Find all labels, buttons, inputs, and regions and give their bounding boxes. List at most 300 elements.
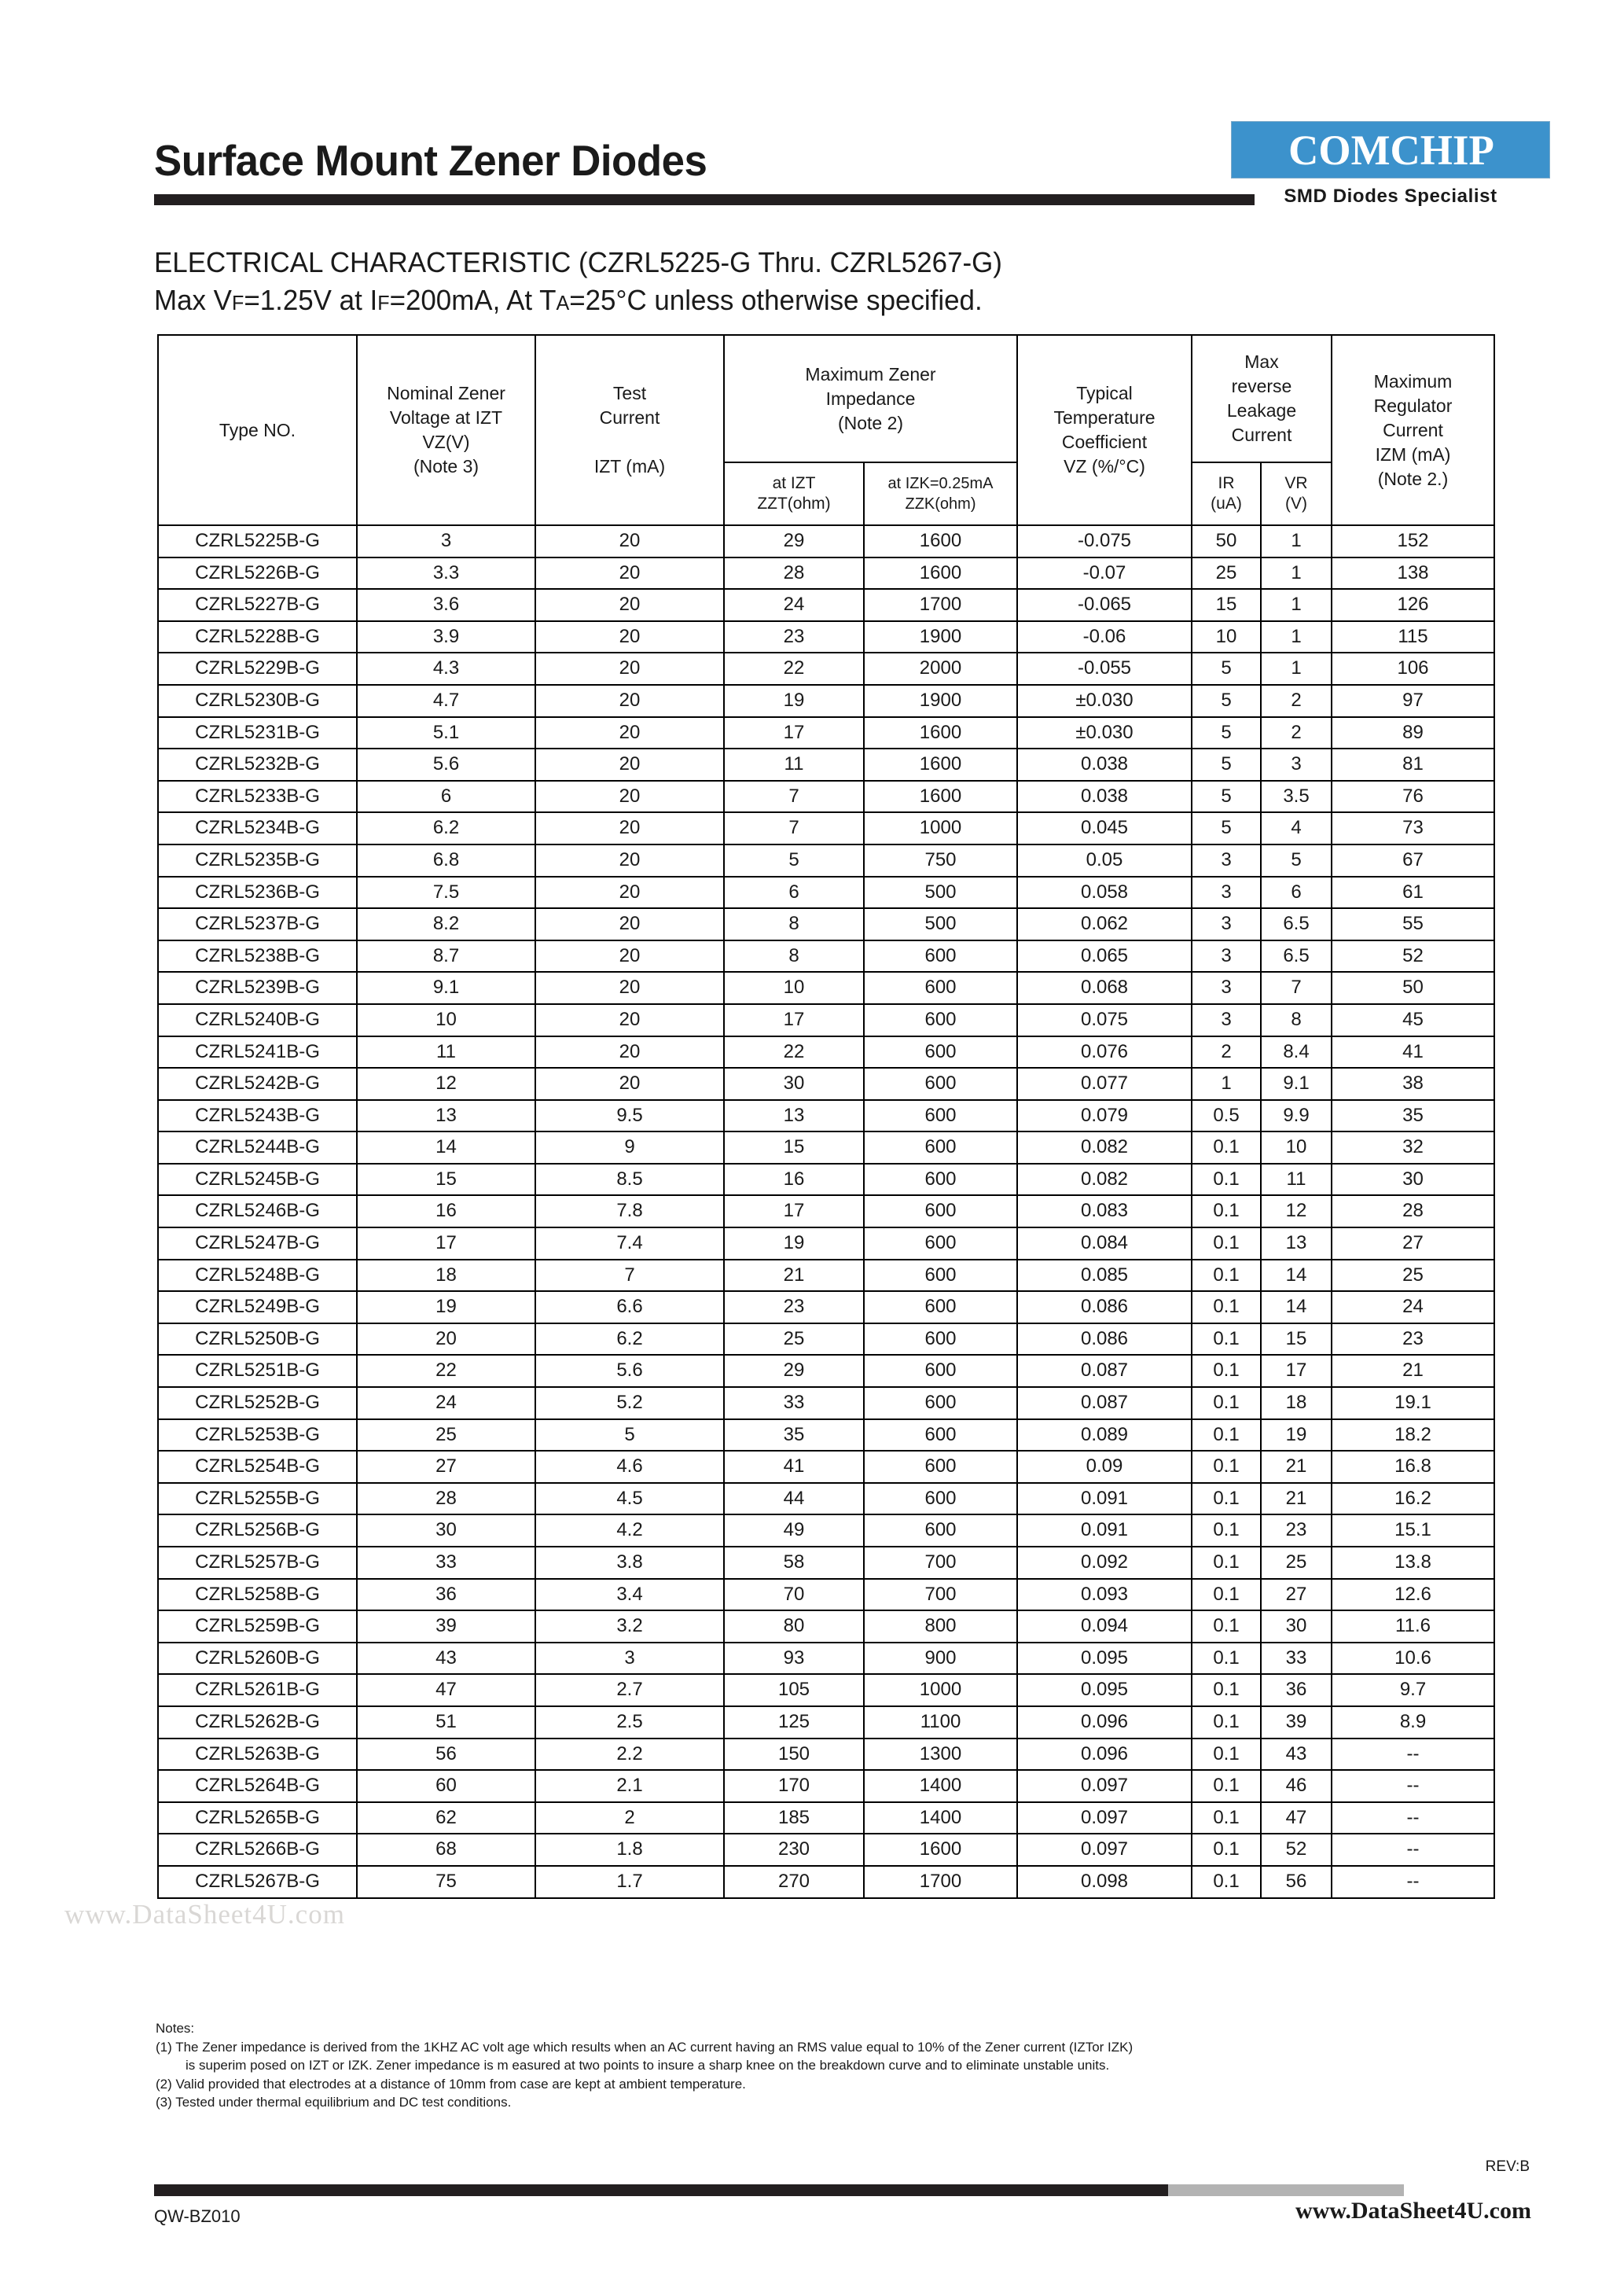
cell-zzt: 70 <box>724 1579 864 1611</box>
cell-zzt: 49 <box>724 1514 864 1547</box>
cell-vr: 46 <box>1261 1770 1332 1802</box>
cell-zzt: 29 <box>724 1355 864 1387</box>
cell-zzt: 7 <box>724 781 864 813</box>
cell-zzk: 1600 <box>864 781 1017 813</box>
cell-zzt: 11 <box>724 749 864 781</box>
cell-zzt: 33 <box>724 1387 864 1419</box>
cell-ir: 0.1 <box>1192 1164 1261 1196</box>
cell-vr: 1 <box>1261 557 1332 590</box>
cell-type-no: CZRL5260B-G <box>158 1643 357 1675</box>
cell-vr: 56 <box>1261 1866 1332 1898</box>
cell-temp-coef: 0.062 <box>1017 908 1192 940</box>
cell-izt: 4.5 <box>535 1483 724 1515</box>
cell-temp-coef: 0.076 <box>1017 1036 1192 1069</box>
page-header <box>0 0 1624 236</box>
table-row <box>158 1164 1494 1196</box>
cell-vr: 10 <box>1261 1131 1332 1164</box>
cell-ir: 0.1 <box>1192 1579 1261 1611</box>
cell-zzt: 105 <box>724 1674 864 1706</box>
cell-ir: 0.1 <box>1192 1706 1261 1739</box>
cell-vz: 3.3 <box>357 557 535 590</box>
cell-vr: 6 <box>1261 877 1332 909</box>
table-row <box>158 1004 1494 1036</box>
cell-zzt: 22 <box>724 1036 864 1069</box>
cell-vr: 3.5 <box>1261 781 1332 813</box>
max-reg-l4: IZM (mA) <box>1375 443 1451 465</box>
cell-type-no: CZRL5239B-G <box>158 972 357 1004</box>
cell-vr: 1 <box>1261 525 1332 557</box>
cell-vr: 47 <box>1261 1802 1332 1834</box>
cell-izm: 25 <box>1332 1260 1494 1292</box>
cell-type-no: CZRL5264B-G <box>158 1770 357 1802</box>
cell-vr: 4 <box>1261 812 1332 844</box>
table-row <box>158 972 1494 1004</box>
cell-izm: 24 <box>1332 1291 1494 1323</box>
cell-izm: 73 <box>1332 812 1494 844</box>
cell-zzt: 150 <box>724 1739 864 1771</box>
cell-vz: 14 <box>357 1131 535 1164</box>
cell-temp-coef: 0.09 <box>1017 1451 1192 1483</box>
cell-type-no: CZRL5238B-G <box>158 940 357 973</box>
table-row <box>158 1355 1494 1387</box>
cell-temp-coef: -0.07 <box>1017 557 1192 590</box>
cell-temp-coef: 0.091 <box>1017 1483 1192 1515</box>
cell-ir: 2 <box>1192 1036 1261 1069</box>
table-row <box>158 1036 1494 1069</box>
cell-izt: 3 <box>535 1643 724 1675</box>
cell-temp-coef: 0.075 <box>1017 1004 1192 1036</box>
nominal-zener-l4: (Note 3) <box>413 456 479 476</box>
cell-zzt: 5 <box>724 844 864 877</box>
cell-type-no: CZRL5243B-G <box>158 1100 357 1132</box>
cell-vr: 11 <box>1261 1164 1332 1196</box>
cell-vr: 15 <box>1261 1323 1332 1356</box>
cell-type-no: CZRL5249B-G <box>158 1291 357 1323</box>
cell-izm: 28 <box>1332 1195 1494 1227</box>
cell-vz: 10 <box>357 1004 535 1036</box>
cell-izm: 9.7 <box>1332 1674 1494 1706</box>
cell-zzk: 1000 <box>864 812 1017 844</box>
cell-ir: 0.1 <box>1192 1674 1261 1706</box>
col-header-test-current <box>535 335 724 525</box>
cell-temp-coef: 0.087 <box>1017 1387 1192 1419</box>
cell-temp-coef: -0.055 <box>1017 653 1192 685</box>
table-row <box>158 1674 1494 1706</box>
cell-vr: 6.5 <box>1261 940 1332 973</box>
table-row <box>158 1579 1494 1611</box>
cell-vz: 43 <box>357 1643 535 1675</box>
cell-ir: 0.1 <box>1192 1739 1261 1771</box>
cell-zzk: 700 <box>864 1547 1017 1579</box>
cell-ir: 0.1 <box>1192 1419 1261 1452</box>
cell-ir: 0.1 <box>1192 1547 1261 1579</box>
cell-vr: 14 <box>1261 1260 1332 1292</box>
cell-ir: 3 <box>1192 1004 1261 1036</box>
cell-vr: 17 <box>1261 1355 1332 1387</box>
col-header-temp-coefficient <box>1017 335 1192 525</box>
cell-vr: 6.5 <box>1261 908 1332 940</box>
cell-ir: 0.1 <box>1192 1866 1261 1898</box>
cell-vr: 1 <box>1261 621 1332 653</box>
cell-vz: 8.2 <box>357 908 535 940</box>
cell-temp-coef: 0.089 <box>1017 1419 1192 1452</box>
cell-type-no: CZRL5259B-G <box>158 1610 357 1643</box>
cell-zzt: 8 <box>724 908 864 940</box>
cell-zzk: 1400 <box>864 1802 1017 1834</box>
cell-temp-coef: 0.082 <box>1017 1131 1192 1164</box>
header-row-main <box>158 335 1494 462</box>
cell-temp-coef: 0.079 <box>1017 1100 1192 1132</box>
cell-izt: 5 <box>535 1419 724 1452</box>
cell-izm: 23 <box>1332 1323 1494 1356</box>
cell-izt: 20 <box>535 557 724 590</box>
cell-izt: 20 <box>535 525 724 557</box>
cell-zzk: 600 <box>864 1419 1017 1452</box>
cell-zzt: 24 <box>724 589 864 621</box>
cell-temp-coef: 0.038 <box>1017 781 1192 813</box>
cell-type-no: CZRL5246B-G <box>158 1195 357 1227</box>
cell-izt: 2.5 <box>535 1706 724 1739</box>
cell-izt: 20 <box>535 781 724 813</box>
cell-ir: 5 <box>1192 685 1261 717</box>
cell-zzt: 23 <box>724 1291 864 1323</box>
cell-temp-coef: 0.097 <box>1017 1834 1192 1866</box>
cell-type-no: CZRL5230B-G <box>158 685 357 717</box>
cell-izm: 41 <box>1332 1036 1494 1069</box>
logo-tagline: SMD Diodes Specialist <box>1284 186 1497 207</box>
cell-ir: 3 <box>1192 844 1261 877</box>
cell-zzt: 230 <box>724 1834 864 1866</box>
heading-line-2 <box>154 281 1002 322</box>
cell-temp-coef: 0.086 <box>1017 1291 1192 1323</box>
col-header-ir <box>1192 462 1261 525</box>
cell-temp-coef: 0.087 <box>1017 1355 1192 1387</box>
cell-type-no: CZRL5255B-G <box>158 1483 357 1515</box>
cell-izm: 97 <box>1332 685 1494 717</box>
footer-bar-grey <box>1168 2184 1404 2196</box>
cell-vr: 5 <box>1261 844 1332 877</box>
max-zener-l2: Impedance <box>825 388 916 409</box>
cell-type-no: CZRL5258B-G <box>158 1579 357 1611</box>
cell-vz: 12 <box>357 1068 535 1100</box>
cell-temp-coef: 0.083 <box>1017 1195 1192 1227</box>
cell-zzk: 1900 <box>864 685 1017 717</box>
cell-izm: -- <box>1332 1770 1494 1802</box>
cell-ir: 5 <box>1192 812 1261 844</box>
table-row <box>158 1514 1494 1547</box>
cell-zzk: 800 <box>864 1610 1017 1643</box>
cell-vr: 43 <box>1261 1739 1332 1771</box>
cell-type-no: CZRL5232B-G <box>158 749 357 781</box>
zzk-l1: at IZK=0.25mA <box>887 475 994 492</box>
cell-type-no: CZRL5237B-G <box>158 908 357 940</box>
cell-ir: 0.1 <box>1192 1195 1261 1227</box>
cell-izm: 81 <box>1332 749 1494 781</box>
logo-wordmark: COMCHIP <box>1288 127 1494 174</box>
cell-type-no: CZRL5226B-G <box>158 557 357 590</box>
cell-temp-coef: 0.065 <box>1017 940 1192 973</box>
cell-zzk: 1100 <box>864 1706 1017 1739</box>
cell-izm: -- <box>1332 1802 1494 1834</box>
cell-izm: 15.1 <box>1332 1514 1494 1547</box>
cell-ir: 0.1 <box>1192 1291 1261 1323</box>
heading-line2-mid1: =1.25V at I <box>244 284 378 316</box>
max-zener-l3: (Note 2) <box>837 412 904 433</box>
max-reg-l3: Current <box>1383 419 1443 440</box>
cell-temp-coef: -0.065 <box>1017 589 1192 621</box>
cell-ir: 25 <box>1192 557 1261 590</box>
nominal-zener-l3: VZ(V) <box>422 432 470 452</box>
cell-temp-coef: ±0.030 <box>1017 717 1192 749</box>
cell-temp-coef: 0.095 <box>1017 1674 1192 1706</box>
cell-izt: 3.8 <box>535 1547 724 1579</box>
max-rev-l1: Max <box>1244 351 1279 372</box>
cell-temp-coef: 0.068 <box>1017 972 1192 1004</box>
col-header-vr <box>1261 462 1332 525</box>
cell-type-no: CZRL5266B-G <box>158 1834 357 1866</box>
cell-izt: 20 <box>535 972 724 1004</box>
cell-ir: 3 <box>1192 940 1261 973</box>
cell-izt: 20 <box>535 1004 724 1036</box>
cell-izm: 45 <box>1332 1004 1494 1036</box>
cell-izm: 13.8 <box>1332 1547 1494 1579</box>
note-1-line-2: is superim posed on IZT or IZK. Zener impedance is m easured at two points to insure a sharp knee on the breakdown curve and to eliminate unstable units. <box>186 2058 1110 2073</box>
cell-temp-coef: 0.093 <box>1017 1579 1192 1611</box>
cell-izt: 20 <box>535 812 724 844</box>
cell-izm: 115 <box>1332 621 1494 653</box>
cell-temp-coef: 0.084 <box>1017 1227 1192 1260</box>
table-row <box>158 1739 1494 1771</box>
cell-izt: 3.2 <box>535 1610 724 1643</box>
table-row <box>158 1419 1494 1452</box>
cell-vr: 25 <box>1261 1547 1332 1579</box>
cell-temp-coef: -0.06 <box>1017 621 1192 653</box>
cell-vz: 3.9 <box>357 621 535 653</box>
cell-temp-coef: 0.098 <box>1017 1866 1192 1898</box>
note-2: (2) Valid provided that electrodes at a distance of 10mm from case are kept at ambient temperature. <box>156 2076 746 2092</box>
cell-izt: 4.6 <box>535 1451 724 1483</box>
cell-vz: 13 <box>357 1100 535 1132</box>
cell-izt: 4.2 <box>535 1514 724 1547</box>
cell-zzt: 125 <box>724 1706 864 1739</box>
revision-label: REV:B <box>1485 2158 1530 2175</box>
cell-zzk: 1900 <box>864 621 1017 653</box>
col-header-type-no: Type NO. <box>158 335 357 525</box>
cell-temp-coef: 0.077 <box>1017 1068 1192 1100</box>
test-current-l2: Current <box>599 407 660 428</box>
table-body <box>158 525 1494 1898</box>
cell-type-no: CZRL5229B-G <box>158 653 357 685</box>
cell-izm: 11.6 <box>1332 1610 1494 1643</box>
col-header-zzt <box>724 462 864 525</box>
cell-vz: 20 <box>357 1323 535 1356</box>
ir-l1: IR <box>1218 474 1235 492</box>
cell-izt: 20 <box>535 685 724 717</box>
cell-izm: 38 <box>1332 1068 1494 1100</box>
table-row <box>158 1451 1494 1483</box>
cell-ir: 0.1 <box>1192 1834 1261 1866</box>
cell-zzk: 600 <box>864 940 1017 973</box>
cell-vz: 75 <box>357 1866 535 1898</box>
cell-vz: 25 <box>357 1419 535 1452</box>
table-row <box>158 1770 1494 1802</box>
cell-zzk: 600 <box>864 1100 1017 1132</box>
cell-vz: 30 <box>357 1514 535 1547</box>
cell-izt: 7.4 <box>535 1227 724 1260</box>
col-header-zzk <box>864 462 1017 525</box>
zzt-l1: at IZT <box>772 474 816 492</box>
cell-zzk: 600 <box>864 1195 1017 1227</box>
cell-ir: 1 <box>1192 1068 1261 1100</box>
cell-izt: 2.2 <box>535 1739 724 1771</box>
cell-vz: 47 <box>357 1674 535 1706</box>
cell-vz: 8.7 <box>357 940 535 973</box>
cell-vz: 5.6 <box>357 749 535 781</box>
cell-ir: 15 <box>1192 589 1261 621</box>
heading-line2-mid2: =200mA, At T <box>389 284 557 316</box>
cell-type-no: CZRL5248B-G <box>158 1260 357 1292</box>
cell-zzt: 22 <box>724 653 864 685</box>
table-row <box>158 653 1494 685</box>
cell-izm: 61 <box>1332 877 1494 909</box>
cell-izm: 12.6 <box>1332 1579 1494 1611</box>
cell-type-no: CZRL5263B-G <box>158 1739 357 1771</box>
table-row <box>158 749 1494 781</box>
max-reg-l1: Maximum <box>1373 370 1453 392</box>
cell-temp-coef: 0.097 <box>1017 1770 1192 1802</box>
table-row <box>158 844 1494 877</box>
cell-vr: 19 <box>1261 1419 1332 1452</box>
cell-ir: 0.1 <box>1192 1483 1261 1515</box>
col-header-max-reverse-leakage <box>1192 335 1332 462</box>
cell-ir: 3 <box>1192 972 1261 1004</box>
cell-temp-coef: 0.096 <box>1017 1739 1192 1771</box>
temp-coef-l1: Typical <box>1076 383 1133 403</box>
cell-izt: 3.4 <box>535 1579 724 1611</box>
table-row <box>158 1195 1494 1227</box>
heading-line2-sub3: A <box>556 293 570 315</box>
table-row <box>158 525 1494 557</box>
cell-izt: 9.5 <box>535 1100 724 1132</box>
cell-izt: 5.6 <box>535 1355 724 1387</box>
cell-izt: 20 <box>535 844 724 877</box>
cell-izt: 20 <box>535 717 724 749</box>
cell-vz: 11 <box>357 1036 535 1069</box>
cell-temp-coef: 0.092 <box>1017 1547 1192 1579</box>
footer-doc-code: QW-BZ010 <box>154 2206 241 2226</box>
cell-temp-coef: ±0.030 <box>1017 685 1192 717</box>
table-row <box>158 589 1494 621</box>
cell-zzt: 21 <box>724 1260 864 1292</box>
cell-vr: 2 <box>1261 717 1332 749</box>
cell-type-no: CZRL5252B-G <box>158 1387 357 1419</box>
cell-type-no: CZRL5233B-G <box>158 781 357 813</box>
cell-izm: 106 <box>1332 653 1494 685</box>
cell-izt: 20 <box>535 940 724 973</box>
cell-ir: 3 <box>1192 877 1261 909</box>
max-rev-l4: Current <box>1231 425 1292 445</box>
cell-izm: 52 <box>1332 940 1494 973</box>
cell-izm: -- <box>1332 1866 1494 1898</box>
cell-vr: 1 <box>1261 589 1332 621</box>
cell-zzt: 41 <box>724 1451 864 1483</box>
cell-ir: 0.1 <box>1192 1227 1261 1260</box>
cell-type-no: CZRL5257B-G <box>158 1547 357 1579</box>
cell-type-no: CZRL5250B-G <box>158 1323 357 1356</box>
zzk-l2: ZZK(ohm) <box>905 495 976 513</box>
cell-zzt: 17 <box>724 717 864 749</box>
cell-zzk: 600 <box>864 1131 1017 1164</box>
cell-vr: 1 <box>1261 653 1332 685</box>
cell-zzt: 7 <box>724 812 864 844</box>
heading-line-1: ELECTRICAL CHARACTERISTIC (CZRL5225-G Thru. CZRL5267-G) <box>154 246 1002 278</box>
cell-zzk: 900 <box>864 1643 1017 1675</box>
cell-izt: 20 <box>535 1036 724 1069</box>
cell-zzt: 93 <box>724 1643 864 1675</box>
cell-zzk: 1600 <box>864 557 1017 590</box>
cell-vr: 30 <box>1261 1610 1332 1643</box>
table-row <box>158 1227 1494 1260</box>
cell-izm: 55 <box>1332 908 1494 940</box>
electrical-characteristics-table <box>157 334 1495 1899</box>
col-header-max-regulator-current <box>1332 335 1494 525</box>
table-row <box>158 717 1494 749</box>
cell-temp-coef: 0.097 <box>1017 1802 1192 1834</box>
cell-zzt: 80 <box>724 1610 864 1643</box>
cell-izt: 7.8 <box>535 1195 724 1227</box>
max-reg-l5: (Note 2.) <box>1377 468 1449 489</box>
cell-vz: 16 <box>357 1195 535 1227</box>
cell-vz: 22 <box>357 1355 535 1387</box>
cell-ir: 0.1 <box>1192 1802 1261 1834</box>
cell-izm: 27 <box>1332 1227 1494 1260</box>
cell-type-no: CZRL5245B-G <box>158 1164 357 1196</box>
table-row <box>158 781 1494 813</box>
cell-type-no: CZRL5235B-G <box>158 844 357 877</box>
cell-vz: 62 <box>357 1802 535 1834</box>
cell-izt: 2.7 <box>535 1674 724 1706</box>
cell-vz: 3 <box>357 525 535 557</box>
cell-vz: 6.8 <box>357 844 535 877</box>
cell-type-no: CZRL5227B-G <box>158 589 357 621</box>
cell-zzt: 270 <box>724 1866 864 1898</box>
cell-zzt: 58 <box>724 1547 864 1579</box>
cell-type-no: CZRL5254B-G <box>158 1451 357 1483</box>
cell-vz: 51 <box>357 1706 535 1739</box>
cell-izt: 20 <box>535 589 724 621</box>
max-reg-l2: Regulator <box>1373 395 1453 416</box>
table-row <box>158 1100 1494 1132</box>
table-row <box>158 1483 1494 1515</box>
comchip-logo <box>1231 121 1550 178</box>
cell-temp-coef: 0.091 <box>1017 1514 1192 1547</box>
heading-line2-sub2: F <box>377 293 390 315</box>
cell-vr: 21 <box>1261 1451 1332 1483</box>
cell-vz: 5.1 <box>357 717 535 749</box>
cell-vz: 60 <box>357 1770 535 1802</box>
cell-zzt: 17 <box>724 1195 864 1227</box>
cell-izt: 7 <box>535 1260 724 1292</box>
footer-site-link[interactable]: www.DataSheet4U.com <box>1295 2198 1531 2224</box>
cell-type-no: CZRL5247B-G <box>158 1227 357 1260</box>
cell-vz: 18 <box>357 1260 535 1292</box>
cell-izt: 20 <box>535 877 724 909</box>
table-row <box>158 557 1494 590</box>
cell-vr: 8 <box>1261 1004 1332 1036</box>
cell-zzk: 1000 <box>864 1674 1017 1706</box>
cell-zzk: 1600 <box>864 717 1017 749</box>
cell-vz: 9.1 <box>357 972 535 1004</box>
